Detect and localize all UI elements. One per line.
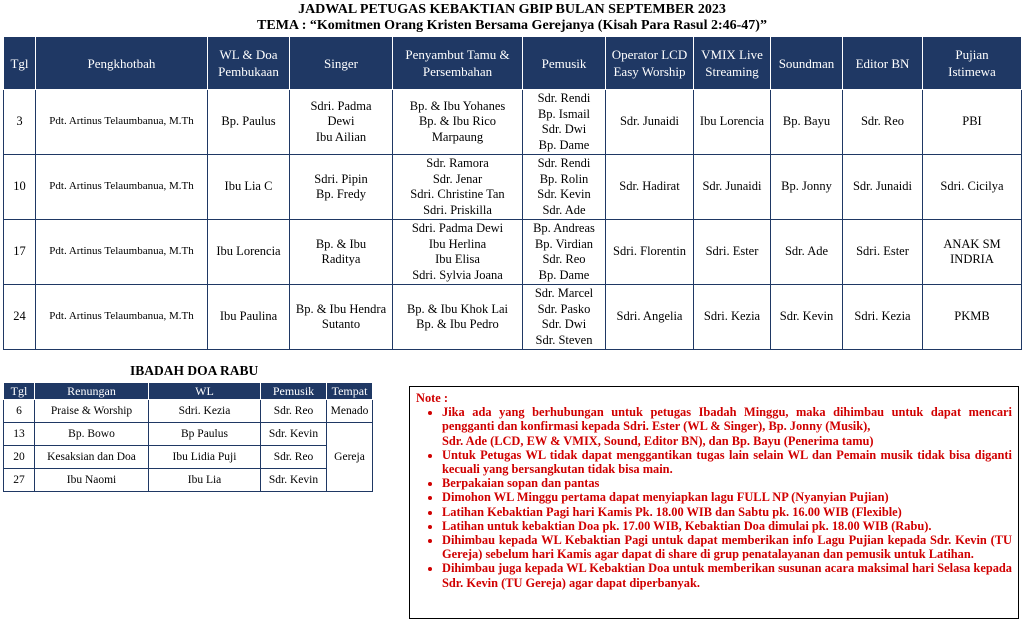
table-cell xyxy=(771,155,843,220)
table-row xyxy=(4,446,373,469)
table-cell xyxy=(694,155,771,220)
cell-line: Bp. Dame xyxy=(538,267,590,282)
table-cell xyxy=(923,285,1022,350)
cell-line: Singer xyxy=(324,55,358,71)
table-cell xyxy=(290,220,393,285)
cell-line: Bp. Jonny xyxy=(781,179,832,194)
cell-line: Sdr. Junaidi xyxy=(702,179,762,194)
cell-line: Easy Worship xyxy=(613,64,686,79)
table-cell xyxy=(290,155,393,220)
table-cell xyxy=(523,155,606,220)
table-cell: Ibu Lia xyxy=(149,469,261,492)
cell-line: Sdri. Padma Dewi xyxy=(411,221,504,235)
cell-line: Dewi xyxy=(327,114,355,129)
table-cell xyxy=(4,155,36,220)
cell-line: INDRIA xyxy=(950,252,994,266)
table-cell xyxy=(290,90,393,155)
cell-line: Pdt. Artinus Telaumbanua, M.Th xyxy=(49,310,194,323)
table-cell: Sdr. Kevin xyxy=(261,423,327,446)
cell-line: Sdr. Ade xyxy=(784,244,829,259)
cell-line: Sdr. Dwi xyxy=(541,317,587,331)
cell-line: Streaming xyxy=(705,64,759,79)
cell-line: Pengkhotbah xyxy=(87,55,156,71)
table-cell xyxy=(843,285,923,350)
cell-line: Sdr. Pasko xyxy=(537,301,591,316)
cell-line: Sdri. Cicilya xyxy=(940,179,1004,194)
table-cell xyxy=(771,90,843,155)
cell-line: Pemusik xyxy=(541,55,587,71)
cell-line: Sdr. Junaidi xyxy=(619,114,680,129)
cell-line: • Dihimbau juga kepada WL Kebaktian Doa untuk memberikan susunan acara maksimal hari Selasa kepada Sdr. Kevin (TU Gereja) agar dapat diperbanyak. xyxy=(442,561,1012,590)
column-header xyxy=(771,37,843,90)
cell-line: • Berpakaian sopan dan pantas xyxy=(442,476,600,491)
column-header: WL xyxy=(149,383,261,400)
column-header xyxy=(694,37,771,90)
note-item xyxy=(442,490,1012,504)
cell-line: Persembahan xyxy=(422,64,493,79)
table-cell xyxy=(694,285,771,350)
table-cell xyxy=(923,90,1022,155)
cell-line: Sdr. Rendi xyxy=(537,91,591,105)
column-header xyxy=(4,37,36,90)
cell-line: Pujian xyxy=(955,47,989,62)
cell-line: Sdr. Steven xyxy=(535,332,593,347)
table-cell xyxy=(771,285,843,350)
table-cell xyxy=(771,220,843,285)
table-cell xyxy=(36,155,208,220)
cell-line: Editor BN xyxy=(855,55,910,71)
table-row xyxy=(4,423,373,446)
column-header: Tempat xyxy=(327,383,373,400)
cell-line: • Jika ada yang berhubungan untuk petugas Ibadah Minggu, maka dihimbau untuk dapat mencari pengganti dan konfirmasi kepada Sdri. Ester (WL & Singer), Bp. Jonny (Musik), xyxy=(442,405,1012,434)
cell-line: • Latihan untuk kebaktian Doa pk. 17.00 WIB, Kebaktian Doa dimulai pk. 18.00 WIB (Rabu). xyxy=(442,518,932,533)
note-box xyxy=(409,386,1019,619)
table-cell xyxy=(393,220,523,285)
cell-line: Sdr. Hadirat xyxy=(619,179,680,194)
cell-line: • Untuk Petugas WL tidak dapat menggantikan tugas lain selain WL dan Pemain musik tidak bisa diganti kecuali yang bersangkutan tidak bisa main. xyxy=(442,447,1012,477)
page-title: JADWAL PETUGAS KEBAKTIAN GBIP BULAN SEPTEMBER 2023 xyxy=(298,2,726,17)
note-item xyxy=(442,505,1012,519)
column-header xyxy=(290,37,393,90)
cell-line: Bp. Rolin xyxy=(539,171,589,186)
cell-line: Sdri. Sylvia Joana xyxy=(412,267,503,282)
table-cell: Kesaksian dan Doa xyxy=(35,446,149,469)
table-cell xyxy=(393,90,523,155)
note-item xyxy=(442,448,1012,476)
table-cell xyxy=(290,285,393,350)
table-row xyxy=(4,400,373,423)
cell-line: Sdri. Christine Tan xyxy=(410,187,505,201)
cell-line: Sdr. Kevin xyxy=(779,309,834,324)
table-cell xyxy=(523,90,606,155)
table-cell: Menado xyxy=(327,400,373,423)
table-row xyxy=(4,285,1022,350)
table-cell: 27 xyxy=(4,469,35,492)
table-cell xyxy=(208,285,290,350)
cell-line: 3 xyxy=(16,114,23,129)
table-cell xyxy=(923,220,1022,285)
table-cell xyxy=(923,155,1022,220)
cell-line: Istimewa xyxy=(948,64,996,79)
cell-line: Sdri. Padma xyxy=(310,98,372,113)
cell-line: Pdt. Artinus Telaumbanua, M.Th xyxy=(49,180,194,193)
page-theme: TEMA : “Komitmen Orang Kristen Bersama Gerejanya (Kisah Para Rasul 2:46-47)” xyxy=(257,18,767,33)
cell-line: Bp. & Ibu Yohanes xyxy=(409,98,506,113)
cell-line: • Latihan Kebaktian Pagi hari Kamis Pk. 18.00 WIB dan Sabtu pk. 16.00 WIB (Flexible) xyxy=(442,504,902,519)
cell-line: Ibu Lia C xyxy=(224,179,273,194)
cell-line: 17 xyxy=(13,244,26,259)
table-row xyxy=(4,220,1022,285)
table-cell xyxy=(208,155,290,220)
table-cell: Sdr. Kevin xyxy=(261,469,327,492)
note-item xyxy=(442,533,1012,561)
cell-line: Soundman xyxy=(778,55,835,71)
cell-line: VMIX Live xyxy=(701,47,763,62)
table-cell xyxy=(694,220,771,285)
cell-line: Ibu Lorencia xyxy=(699,114,765,129)
cell-line: Operator LCD xyxy=(611,47,688,62)
table-cell xyxy=(208,220,290,285)
cell-line: Ibu Elisa xyxy=(435,252,480,266)
note-item xyxy=(442,561,1012,589)
note-item xyxy=(442,476,1012,490)
table-cell xyxy=(4,220,36,285)
cell-line: Penyambut Tamu & xyxy=(405,47,510,62)
cell-line: Pdt. Artinus Telaumbanua, M.Th xyxy=(49,245,194,258)
rabu-section-title: IBADAH DOA RABU xyxy=(130,363,259,378)
cell-line: Marpaung xyxy=(431,129,484,144)
table-cell xyxy=(393,155,523,220)
table-cell xyxy=(523,220,606,285)
table-cell: Sdr. Reo xyxy=(261,446,327,469)
table-cell xyxy=(523,285,606,350)
cell-line: Sdr. Reo xyxy=(860,114,905,129)
cell-line: WL & Doa xyxy=(219,47,278,62)
cell-line: Ibu Paulina xyxy=(219,309,278,324)
table-cell: 20 xyxy=(4,446,35,469)
column-header xyxy=(393,37,523,90)
wednesday-prayer-table xyxy=(3,382,373,492)
cell-line: Bp. Paulus xyxy=(221,114,276,129)
cell-line: Bp. & Ibu Pedro xyxy=(416,317,499,331)
column-header xyxy=(36,37,208,90)
table-cell xyxy=(606,220,694,285)
cell-line: Bp. & Ibu Rico xyxy=(418,114,497,129)
cell-line: Ibu Ailian xyxy=(315,129,367,144)
cell-line: Sdri. Angelia xyxy=(616,309,683,324)
table-cell: Sdri. Kezia xyxy=(149,400,261,423)
note-heading: Note : xyxy=(416,391,448,405)
cell-line: Bp. & Ibu Hendra xyxy=(295,301,387,316)
cell-line: Sdri. Ester xyxy=(856,244,909,259)
cell-line: Bp. & Ibu xyxy=(315,236,367,251)
cell-line: Sdri. Ester xyxy=(705,244,759,259)
table-cell: Sdr. Reo xyxy=(261,400,327,423)
table-cell xyxy=(4,285,36,350)
note-item xyxy=(442,405,1012,448)
column-header xyxy=(923,37,1022,90)
table-cell: Gereja xyxy=(327,423,373,492)
cell-line: Bp. Fredy xyxy=(316,187,366,201)
table-cell: Bp Paulus xyxy=(149,423,261,446)
cell-line: Tgl xyxy=(10,55,29,71)
table-cell xyxy=(208,90,290,155)
cell-line: 24 xyxy=(13,309,26,324)
table-row xyxy=(4,469,373,492)
cell-line: Sutanto xyxy=(321,317,361,331)
cell-line: Bp. Dame xyxy=(538,137,590,152)
cell-line: ANAK SM xyxy=(943,236,1001,251)
table-cell: Bp. Bowo xyxy=(35,423,149,446)
table-cell: 6 xyxy=(4,400,35,423)
cell-line: Sdri. Priskilla xyxy=(423,202,492,217)
table-row xyxy=(4,155,1022,220)
column-header xyxy=(523,37,606,90)
cell-line: Sdri. Kezia xyxy=(854,309,911,324)
note-item xyxy=(442,519,1012,533)
table-cell xyxy=(606,90,694,155)
table-cell xyxy=(36,220,208,285)
cell-line: Sdri. Florentin xyxy=(613,244,686,259)
table-header-row xyxy=(4,37,1022,90)
table-cell: Ibu Naomi xyxy=(35,469,149,492)
cell-line: PBI xyxy=(962,114,982,129)
table-cell xyxy=(843,155,923,220)
cell-line: Ibu Herlina xyxy=(428,236,487,251)
table-cell xyxy=(36,90,208,155)
cell-line: Bp. Ismail xyxy=(537,106,591,121)
cell-line: Sdr. Reo xyxy=(542,252,586,266)
cell-line: Sdr. Ade (LCD, EW & VMIX, Sound, Editor BN), dan Bp. Bayu (Penerima tamu) xyxy=(442,433,874,448)
cell-line: Bp. Andreas xyxy=(533,221,595,235)
table-cell: Ibu Lidia Puji xyxy=(149,446,261,469)
note-list xyxy=(416,405,1012,590)
column-header xyxy=(606,37,694,90)
sunday-schedule-table xyxy=(3,36,1022,350)
cell-line: • Dihimbau kepada WL Kebaktian Pagi untuk dapat memberikan info Lagu Pujian kepada Sdr. Kevin (TU Gereja) sebelum hari Kamis agar dapat di share di grup penatalayanan dan pemusik untuk Latihan. xyxy=(442,533,1012,562)
cell-line: Sdr. Dwi xyxy=(541,122,587,136)
cell-line: Sdr. Ramora xyxy=(426,156,489,170)
table-cell: 13 xyxy=(4,423,35,446)
cell-line: PKMB xyxy=(954,309,990,324)
table-cell xyxy=(393,285,523,350)
table-cell xyxy=(843,90,923,155)
table-cell xyxy=(694,90,771,155)
cell-line: Bp. Bayu xyxy=(782,114,831,129)
cell-line: Bp. Virdian xyxy=(534,236,594,251)
cell-line: Sdr. Junaidi xyxy=(852,179,913,194)
column-header: Pemusik xyxy=(261,383,327,400)
cell-line: Sdri. Pipin xyxy=(314,171,368,186)
cell-line: Sdr. Marcel xyxy=(534,286,594,300)
cell-line: 10 xyxy=(13,179,26,194)
column-header xyxy=(208,37,290,90)
cell-line: Pdt. Artinus Telaumbanua, M.Th xyxy=(49,115,194,128)
table-cell xyxy=(606,285,694,350)
column-header: Tgl xyxy=(4,383,35,400)
cell-line: Sdr. Kevin xyxy=(537,187,591,201)
cell-line: Sdr. Ade xyxy=(542,202,586,217)
table-cell xyxy=(36,285,208,350)
table-cell xyxy=(4,90,36,155)
cell-line: • Dimohon WL Minggu pertama dapat menyiapkan lagu FULL NP (Nyanyian Pujian) xyxy=(442,490,889,505)
column-header: Renungan xyxy=(35,383,149,400)
column-header xyxy=(843,37,923,90)
table-header-row xyxy=(4,383,373,400)
table-cell xyxy=(606,155,694,220)
cell-line: Sdr. Jenar xyxy=(432,171,483,186)
table-cell xyxy=(843,220,923,285)
cell-line: Ibu Lorencia xyxy=(216,244,281,259)
table-row xyxy=(4,90,1022,155)
cell-line: Sdr. Rendi xyxy=(537,156,591,170)
cell-line: Sdri. Kezia xyxy=(703,309,761,324)
cell-line: Bp. & Ibu Khok Lai xyxy=(406,301,509,316)
table-cell: Praise & Worship xyxy=(35,400,149,423)
cell-line: Pembukaan xyxy=(218,64,279,79)
cell-line: Raditya xyxy=(321,252,361,266)
